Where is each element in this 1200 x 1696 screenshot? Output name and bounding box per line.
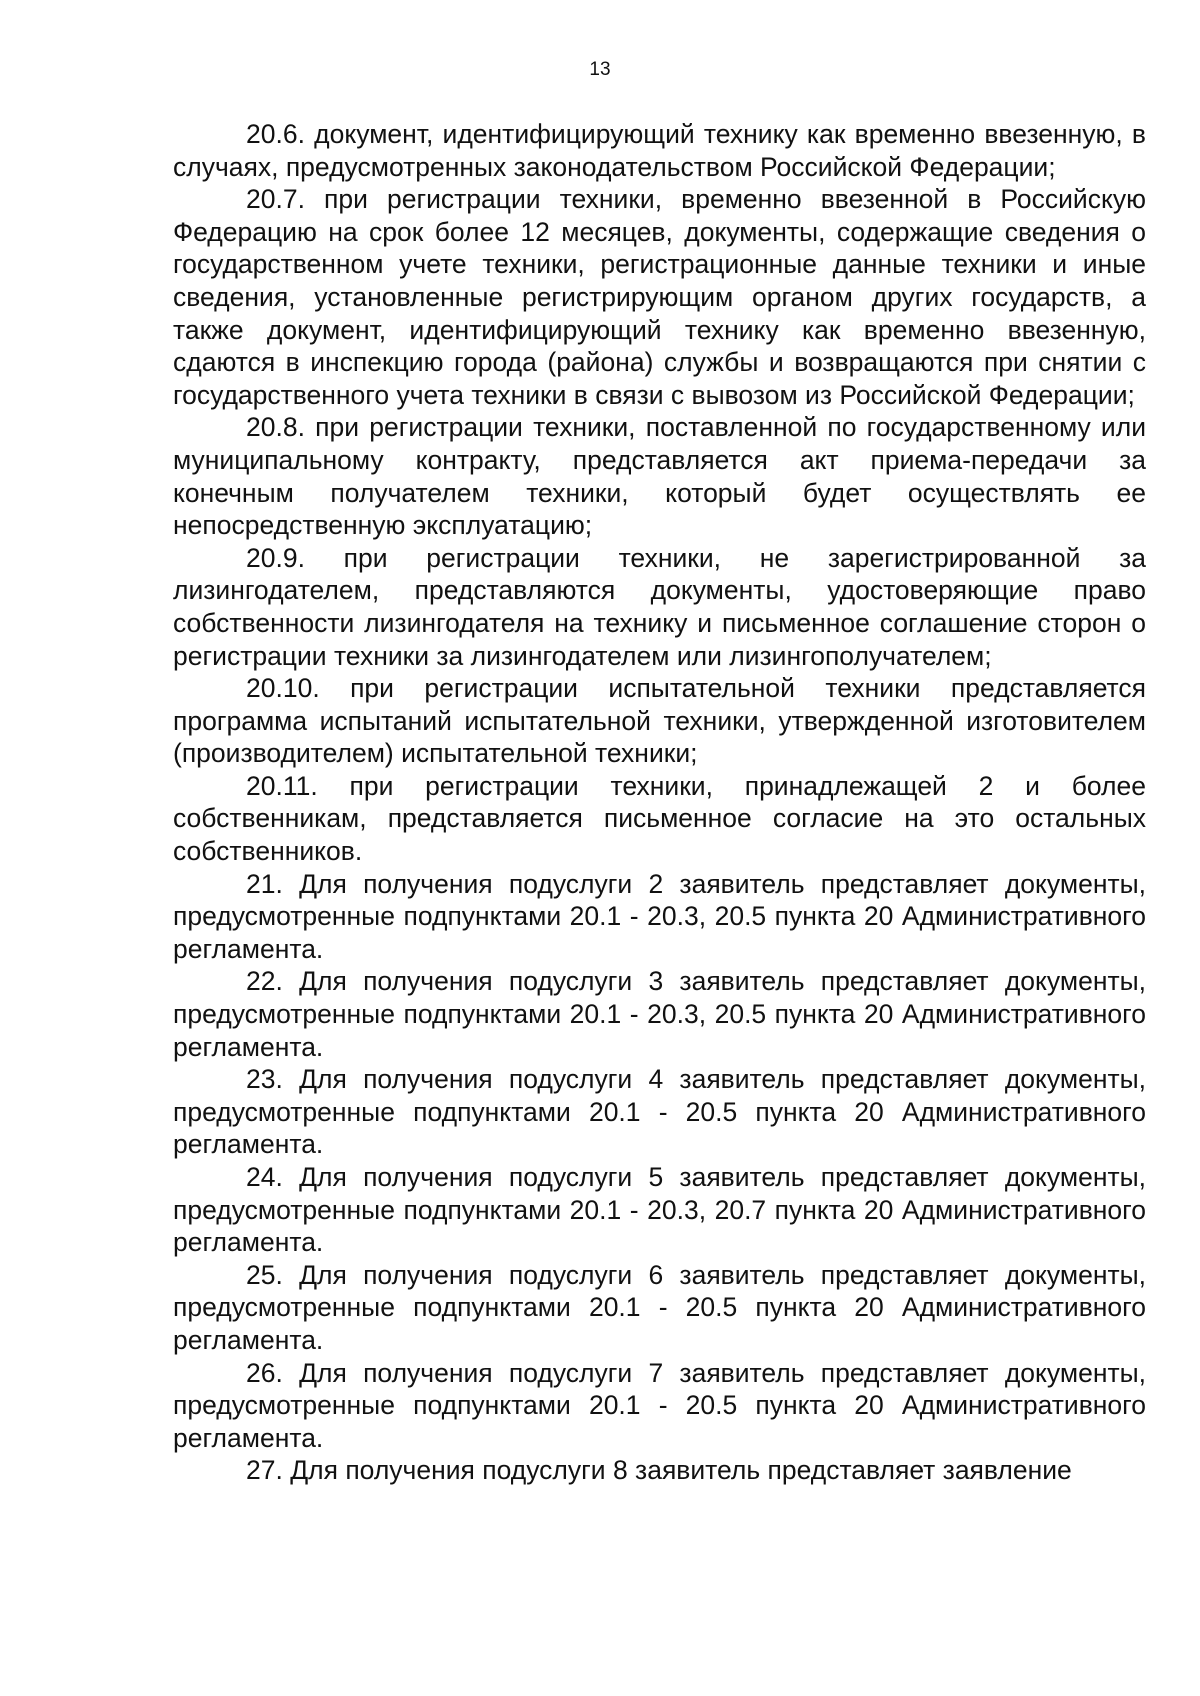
paragraph-21: 21. Для получения подуслуги 2 заявитель представляет документы, предусмотренные подпунктами 20.1 - 20.3, 20.5 пункта 20 Административного регламента. <box>173 868 1146 964</box>
paragraph-27: 27. Для получения подуслуги 8 заявитель представляет заявление <box>246 1455 1072 1486</box>
paragraph-25: 25. Для получения подуслуги 6 заявитель представляет документы, предусмотренные подпунктами 20.1 - 20.5 пункта 20 Административного регламента. <box>173 1259 1146 1355</box>
page-number: 13 <box>589 59 611 80</box>
document-body <box>173 118 1146 1487</box>
paragraph-26: 26. Для получения подуслуги 7 заявитель представляет документы, предусмотренные подпунктами 20.1 - 20.5 пункта 20 Административного регламента. <box>173 1357 1146 1453</box>
paragraph-20-6: 20.6. документ, идентифицирующий технику как временно ввезенную, в случаях, предусмотренных законодательством Российской Федерации; <box>173 119 1146 182</box>
paragraph-20-10: 20.10. при регистрации испытательной техники представляется программа испытаний испытательной техники, утвержденной изготовителем (производителем) испытательной техники; <box>173 673 1146 769</box>
paragraph-20-11: 20.11. при регистрации техники, принадлежащей 2 и более собственникам, представляется письменное согласие на это остальных собственников. <box>173 770 1146 867</box>
paragraph-20-7: 20.7. при регистрации техники, временно ввезенной в Российскую Федерацию на срок более 12 месяцев, документы, содержащие сведения о государственном учете техники, регистрационные данные техники и иные сведения, установленные регистрирующим органом других государств, а также документ, идентифицирующий технику как временно ввезенную, сдаются в инспекцию города (района) службы и возвращаются при снятии с государственного учета техники в связи с вывозом из Российской Федерации; <box>173 184 1146 410</box>
paragraph-23: 23. Для получения подуслуги 4 заявитель представляет документы, предусмотренные подпунктами 20.1 - 20.5 пункта 20 Административного регламента. <box>173 1064 1146 1160</box>
paragraph-22: 22. Для получения подуслуги 3 заявитель представляет документы, предусмотренные подпунктами 20.1 - 20.3, 20.5 пункта 20 Административного регламента. <box>173 966 1146 1062</box>
paragraph-24: 24. Для получения подуслуги 5 заявитель представляет документы, предусмотренные подпунктами 20.1 - 20.3, 20.7 пункта 20 Административного регламента. <box>173 1162 1146 1258</box>
paragraph-20-8: 20.8. при регистрации техники, поставленной по государственному или муниципальному контракту, представляется акт приема-передачи за конечным получателем техники, который будет осуществлять ее непосредственную эксплуатацию; <box>173 412 1146 541</box>
paragraph-20-9: 20.9. при регистрации техники, не зарегистрированной за лизингодателем, представляются документы, удостоверяющие право собственности лизингодателя на технику и письменное соглашение сторон о регистрации техники за лизингодателем или лизингополучателем; <box>173 542 1146 671</box>
